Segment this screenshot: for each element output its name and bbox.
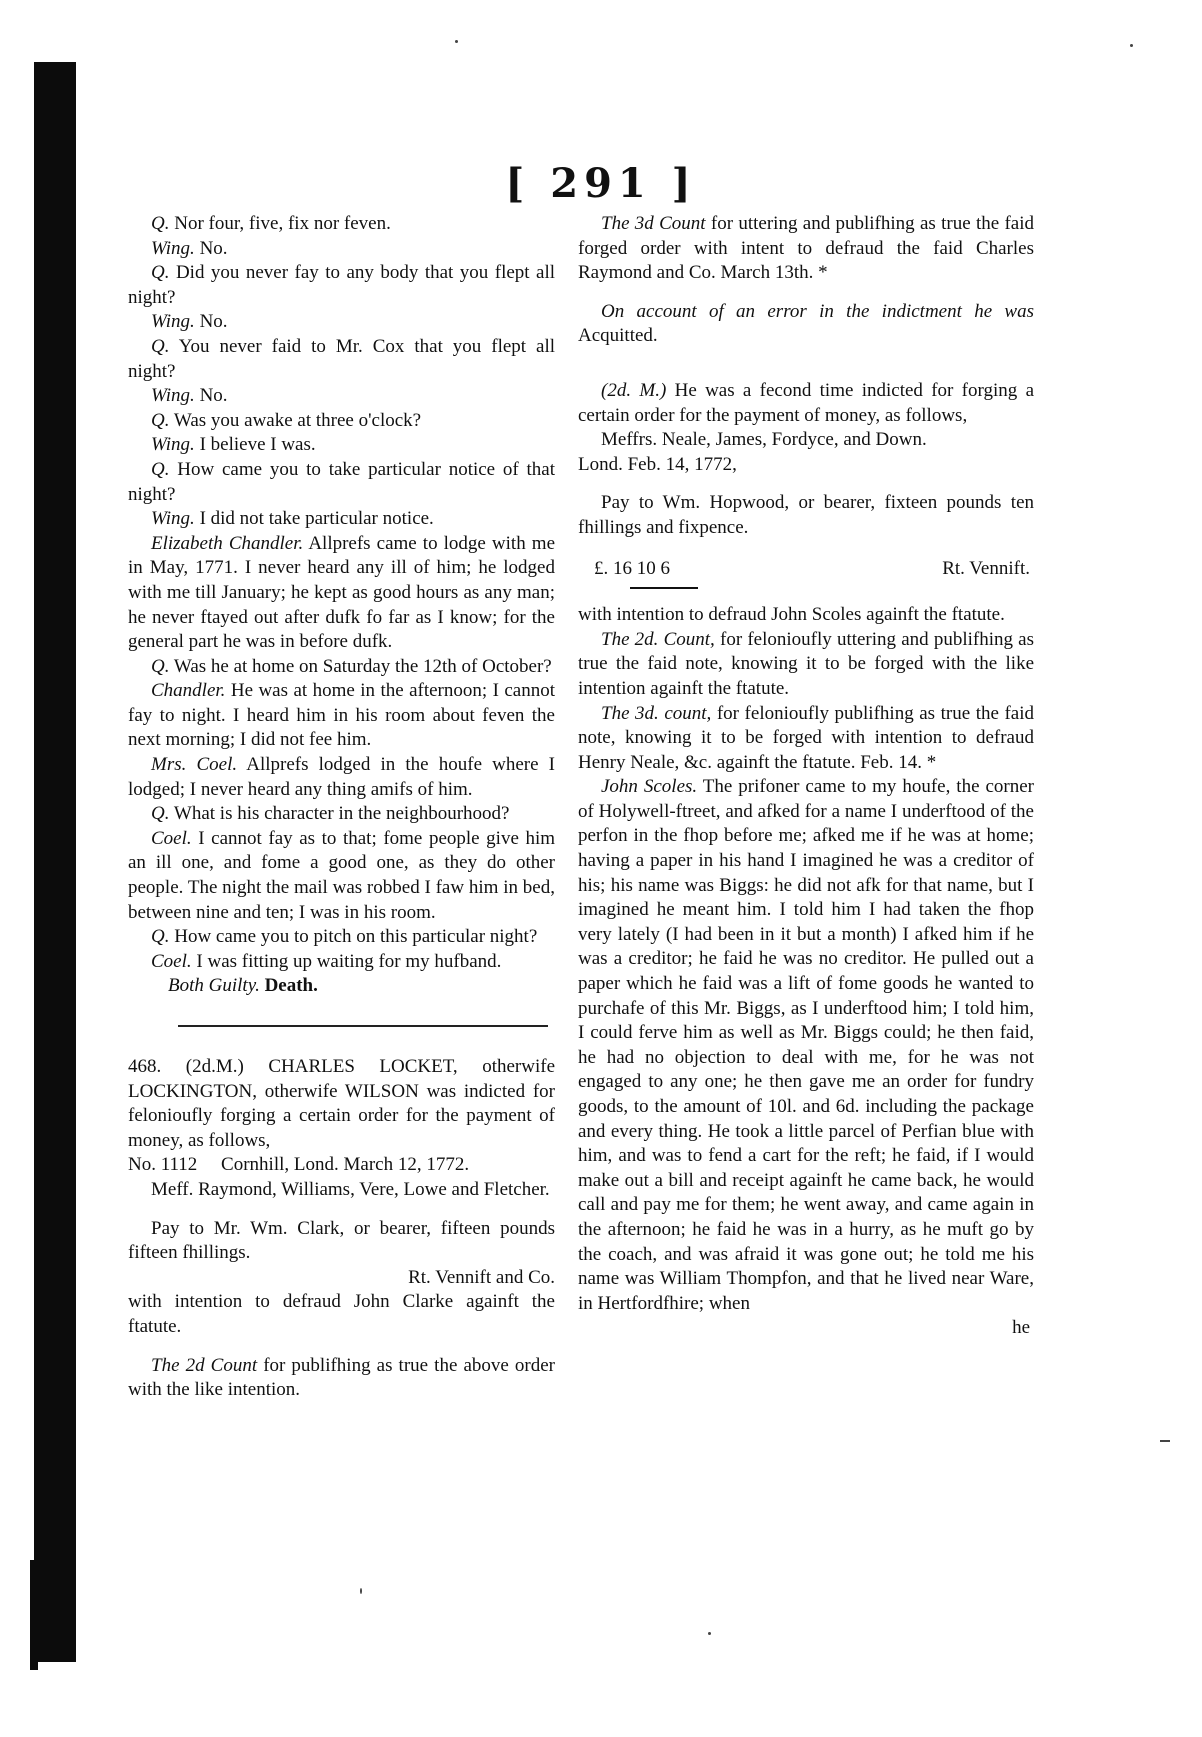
count-2-text: for felonioufly uttering and publifhing as true the faid note, knowing it to be forged with the like intention againft the ftatute. [578,628,1034,699]
book-spine-shadow [34,62,76,1662]
acquittal-reason: On account of an error in the indictment he was [601,300,1034,322]
section-divider [178,1025,548,1027]
dialogue-line [128,925,555,950]
left-column [128,212,555,1403]
dialogue-text: Allprefs lodged in the houfe where I lodged; I never heard any thing amifs of him. [128,754,556,800]
second-count-label: The 2d Count [151,1354,258,1376]
speaker-label: Q. [151,335,170,357]
dialogue-text: Was he at home on Saturday the 12th of October? [173,655,552,677]
dialogue-line [128,409,555,434]
second-order-addressees: Meffrs. Neale, James, Fordyce, and Down. [601,429,927,451]
verdict-sentence: Death. [264,975,318,997]
order-line: No. 1112 Cornhill, Lond. March 12, 1772. [128,1154,470,1176]
dialogue-line [128,950,555,975]
second-intent-clause: with intention to defraud John Scoles againft the ftatute. [578,604,1005,626]
second-count-text: for publifhing as true the above order with the like intention. [128,1354,555,1401]
order-signature: Rt. Vennift and Co. [408,1266,555,1288]
third-count [578,212,1034,286]
intent-clause: with intention to defraud John Clarke againft the ftatute. [128,1291,555,1337]
dialogue-text: I did not take particular notice. [199,508,434,530]
catchword: he [1012,1317,1030,1339]
print-speck [1130,44,1133,47]
dialogue-text: What is his character in the neighbourhood? [173,803,510,825]
print-speck [360,1588,362,1594]
speaker-label: Q. [151,409,170,431]
dialogue-line [128,212,555,237]
acquittal-word: Acquitted. [578,325,658,347]
speaker-label: Elizabeth Chandler. [151,532,304,554]
witness-testimony [578,775,1034,1316]
second-indictment-count-3 [578,702,1034,776]
speaker-label: Wing. [151,508,195,530]
speaker-label: Q. [151,655,170,677]
dialogue-text: I cannot fay as to that; fome people give him an ill one, and fome a good one, as they do other people. The night the mail was robbed I faw him in bed, between nine and ten; I was in his room. [128,827,556,923]
speaker-label: Wing. [151,385,195,407]
print-speck [455,40,458,43]
speaker-label: Wing. [151,434,195,456]
amount-underline [630,587,698,589]
verdict-label: Both Guilty. [168,975,260,997]
order-addressees: Meff. Raymond, Williams, Vere, Lowe and Fletcher. [151,1178,550,1200]
dialogue-line [128,310,555,335]
order-pay-line: Pay to Mr. Wm. Clark, or bearer, fifteen pounds fifteen fhillings. [128,1217,555,1264]
count-3-text: for felonioufly publifhing as true the faid note, knowing it to be forged with intention to defraud Henry Neale, &c. againft the ftatute. Feb. 14. * [578,702,1034,773]
speaker-label: Mrs. Coel. [151,754,238,776]
dialogue-text: I was fitting up waiting for my hufband. [196,950,502,972]
second-indictment-text: He was a fecond time indicted for forging a certain order for the payment of money, as follows, [578,379,1035,426]
second-order-pay-line: Pay to Wm. Hopwood, or bearer, fixteen pounds ten fhillings and fixpence. [578,492,1034,538]
dialogue-line [128,827,555,925]
acquittal-line [578,300,1034,349]
speaker-label: Q. [151,262,170,284]
book-spine-shadow-lower [30,1560,38,1670]
amount-line [578,557,1034,582]
dialogue-text: You never faid to Mr. Cox that you flept all night? [128,335,555,382]
speaker-label: Coel. [151,827,192,849]
second-count [128,1354,555,1403]
speaker-label: Q. [151,803,170,825]
second-indictment-label: (2d. M.) [601,379,667,401]
case-heading: 468. (2d.M.) CHARLES LOCKET, otherwife LOCKINGTON, otherwife WILSON was indicted for felonioufly forging a certain order for the payment of money, as follows, [128,1056,555,1151]
print-speck [708,1632,711,1635]
amount-signature: Rt. Vennift. [942,557,1030,579]
witness-text: The prifoner came to my houfe, the corner of Holywell-ftreet, and afked for a name I underftood of the perfon in the fhop before me; afked me if he was at home; having a paper in his hand I imagined he was a creditor of his; his name was Biggs: he did not afk for that name, but I imagined he meant him. I told him I had taken the fhop very lately (I had been in it but a month) I afked him if he was a creditor; he faid he was no creditor. He pulled out a paper which he faid was a lift of fome goods he wanted to purchafe of this Mr. Biggs, as I underftood him; I told him, I could ferve him as well as Mr. Biggs could; he then faid, he had no objection to deal with me, for he was not engaged to any one; he then gave me an order for fundry goods, to the amount of 10l. and 6d. including the package and every thing. He took a little parcel of Perfian blue with him, and was to fend a cart for the reft; he faid, if I would make out a bill and receipt againft he came back, he would call and pay me for them; he went away, and came again in the afternoon; he faid he was in a hurry, as he muft go by the coach, and was afraid it was gone out; he told me his name was William Thompfon, and that he lived near Ware, in Hertfordfhire; when [578,776,1034,1314]
dialogue-line [128,433,555,458]
second-indictment [578,379,1034,428]
dialogue-text: He was at home in the afternoon; I cannot fay to night. I heard him in his room about feven the next morning; I did not fee him. [128,680,556,751]
dialogue-line [128,261,555,310]
dialogue-text: How came you to pitch on this particular night? [174,926,538,948]
second-order-date: Lond. Feb. 14, 1772, [578,453,737,475]
speaker-label: Q. [151,926,170,948]
dialogue-line [128,507,555,532]
print-speck [1160,1440,1170,1442]
third-count-text: for uttering and publifhing as true the faid forged order with intent to defraud the faid Charles Raymond and Co. March 13th. * [578,213,1035,284]
dialogue-line [128,655,555,680]
second-indictment-count-2 [578,628,1034,702]
dialogue-text: No. [199,311,228,333]
witness-name: John Scoles. [601,776,698,798]
dialogue-line [128,458,555,507]
speaker-label: Q. [151,213,170,234]
dialogue-text: Did you never fay to any body that you flept all night? [128,262,556,308]
dialogue-text: Was you awake at three o'clock? [173,409,422,431]
amount-value: £. 16 10 6 [594,557,670,579]
dialogue-line [128,753,555,802]
trial-dialogue [128,212,555,974]
count-2-label: The 2d. Count, [601,628,715,650]
speaker-label: Chandler. [151,680,226,702]
page-number: [ 291 ] [505,160,697,207]
dialogue-line [128,384,555,409]
dialogue-text: No. [199,385,228,407]
speaker-label: Wing. [151,237,195,259]
third-count-label: The 3d Count [601,213,706,234]
dialogue-line [128,237,555,262]
dialogue-text: No. [199,237,228,259]
dialogue-line [128,802,555,827]
dialogue-line [128,335,555,384]
dialogue-text: I believe I was. [199,434,316,456]
speaker-label: Coel. [151,950,192,972]
count-3-label: The 3d. count, [601,702,712,724]
right-column [578,212,1034,1341]
speaker-label: Wing. [151,311,195,333]
dialogue-text: How came you to take particular notice of that night? [128,458,555,505]
dialogue-line [128,532,555,655]
speaker-label: Q. [151,458,170,480]
dialogue-line [128,679,555,753]
verdict-line [128,974,555,999]
dialogue-text: Allprefs came to lodge with me in May, 1771. I never heard any ill of him; he lodged with me till January; he kept as good hours as any man; he never ftayed out after dufk fo far as I know; for the general part he was in before dufk. [128,532,556,653]
dialogue-text: Nor four, five, fix nor feven. [174,213,391,234]
